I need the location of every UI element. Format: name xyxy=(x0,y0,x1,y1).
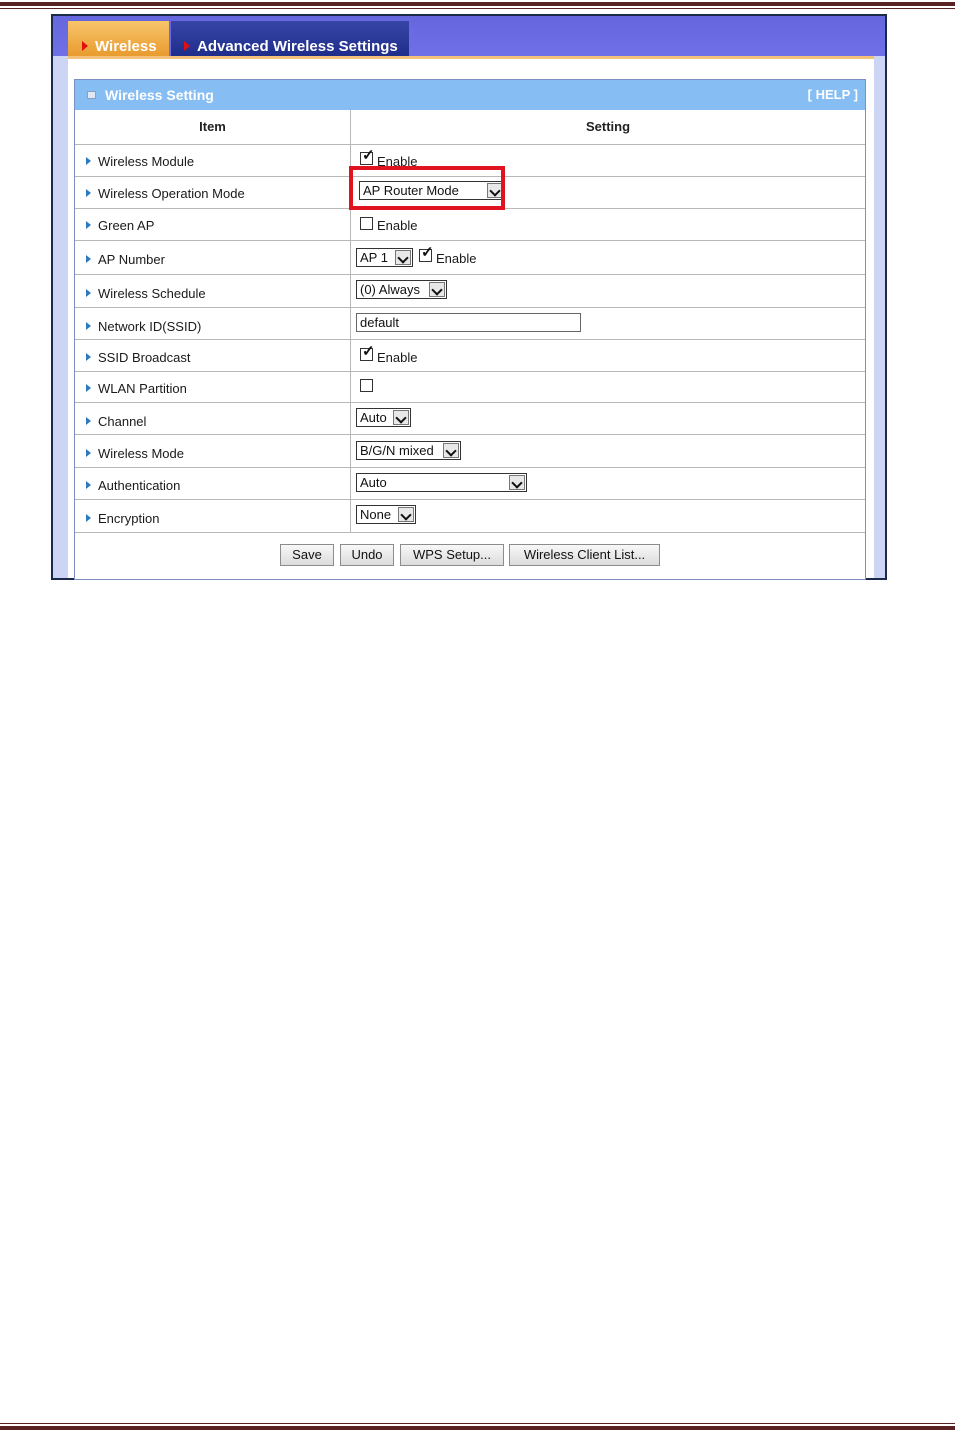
wireless-mode-select[interactable] xyxy=(356,441,461,460)
wps-setup-button[interactable]: WPS Setup... xyxy=(400,544,504,566)
operation-mode-value: AP Router Mode xyxy=(363,183,459,198)
checkmark-icon: ✓ xyxy=(362,147,375,164)
chevron-down-icon xyxy=(393,410,409,425)
row-ssid-broadcast xyxy=(75,339,865,371)
ssid-broadcast-checkbox[interactable] xyxy=(360,343,375,361)
blue-triangle-icon xyxy=(86,221,91,229)
chevron-down-icon xyxy=(398,507,414,522)
encryption-value: None xyxy=(360,507,392,522)
ap-enable-checkbox[interactable] xyxy=(419,244,434,262)
schedule-value: (0) Always xyxy=(360,282,420,297)
row-label: Wireless Module xyxy=(98,154,195,169)
red-triangle-icon xyxy=(184,41,190,51)
row-label: AP Number xyxy=(98,252,165,267)
blue-triangle-icon xyxy=(86,417,91,425)
blue-triangle-icon xyxy=(86,514,91,522)
blue-triangle-icon xyxy=(86,157,91,165)
table-header-row xyxy=(75,110,865,144)
checkmark-icon: ✓ xyxy=(421,244,434,261)
save-button[interactable]: Save xyxy=(280,544,334,566)
row-label: Green AP xyxy=(98,218,155,233)
ap-enable-label: Enable xyxy=(436,251,477,266)
wireless-mode-value: B/G/N mixed xyxy=(360,443,434,458)
blue-triangle-icon xyxy=(86,255,91,263)
row-wireless-mode xyxy=(75,434,865,467)
row-ap-number xyxy=(75,240,865,274)
row-label: Channel xyxy=(98,414,147,429)
wireless-module-checkbox[interactable] xyxy=(360,147,375,165)
blue-triangle-icon xyxy=(86,189,91,197)
blue-triangle-icon xyxy=(86,481,91,489)
row-encryption xyxy=(75,499,865,532)
ap-number-value: AP 1 xyxy=(360,250,388,265)
channel-select[interactable] xyxy=(356,408,411,427)
col-setting-header: Setting xyxy=(585,119,631,134)
row-label: SSID Broadcast xyxy=(98,350,191,365)
checkmark-icon: ✓ xyxy=(362,343,375,360)
encryption-select[interactable] xyxy=(356,505,416,524)
tab-advanced-wireless-settings[interactable] xyxy=(171,21,409,56)
tab-wireless[interactable] xyxy=(68,21,169,56)
row-wireless-schedule xyxy=(75,274,865,307)
tab-wireless-label: Wireless xyxy=(95,38,157,55)
ssid-input[interactable] xyxy=(356,313,581,332)
blue-triangle-icon xyxy=(86,353,91,361)
ap-number-select[interactable] xyxy=(356,248,413,267)
blue-triangle-icon xyxy=(86,322,91,330)
bottom-rule xyxy=(0,1423,955,1430)
col-item-header: Item xyxy=(199,119,226,134)
blue-triangle-icon xyxy=(86,289,91,297)
screenshot-frame xyxy=(51,14,887,580)
chevron-down-icon xyxy=(395,250,411,265)
row-authentication xyxy=(75,467,865,499)
blue-triangle-icon xyxy=(86,384,91,392)
red-triangle-icon xyxy=(82,41,88,51)
panel-header xyxy=(75,80,865,110)
row-label: Authentication xyxy=(98,478,181,493)
row-green-ap xyxy=(75,208,865,240)
top-rule xyxy=(0,2,955,9)
row-label: Wireless Schedule xyxy=(98,286,206,301)
green-ap-checkbox[interactable] xyxy=(360,217,373,230)
schedule-select[interactable] xyxy=(356,280,447,299)
panel-title: Wireless Setting xyxy=(105,87,214,103)
tab-advanced-label: Advanced Wireless Settings xyxy=(197,38,398,55)
row-network-id xyxy=(75,307,865,339)
row-label: Network ID(SSID) xyxy=(98,319,202,334)
tab-bar xyxy=(53,16,885,56)
chevron-down-icon xyxy=(443,443,459,458)
wireless-client-list-button[interactable]: Wireless Client List... xyxy=(509,544,660,566)
row-label: WLAN Partition xyxy=(98,381,187,396)
help-link[interactable]: [ HELP ] xyxy=(807,87,858,102)
chevron-down-icon xyxy=(509,475,525,490)
authentication-value: Auto xyxy=(360,475,387,490)
row-wlan-partition xyxy=(75,371,865,402)
ssid-value: default xyxy=(360,315,400,330)
row-channel xyxy=(75,402,865,434)
wireless-setting-panel xyxy=(74,79,866,580)
row-label: Encryption xyxy=(98,511,160,526)
panel-icon xyxy=(87,91,96,99)
authentication-select[interactable] xyxy=(356,473,527,492)
green-ap-enable-label: Enable xyxy=(377,218,418,233)
row-label: Wireless Mode xyxy=(98,446,184,461)
undo-button[interactable]: Undo xyxy=(340,544,394,566)
wireless-module-enable-label: Enable xyxy=(377,154,418,169)
channel-value: Auto xyxy=(360,410,387,425)
blue-triangle-icon xyxy=(86,449,91,457)
buttons-row xyxy=(75,532,865,579)
wlan-partition-checkbox[interactable] xyxy=(360,379,373,392)
highlight-box xyxy=(349,166,505,210)
ssid-broadcast-enable-label: Enable xyxy=(377,350,418,365)
row-label: Wireless Operation Mode xyxy=(98,186,245,201)
chevron-down-icon xyxy=(429,282,445,297)
